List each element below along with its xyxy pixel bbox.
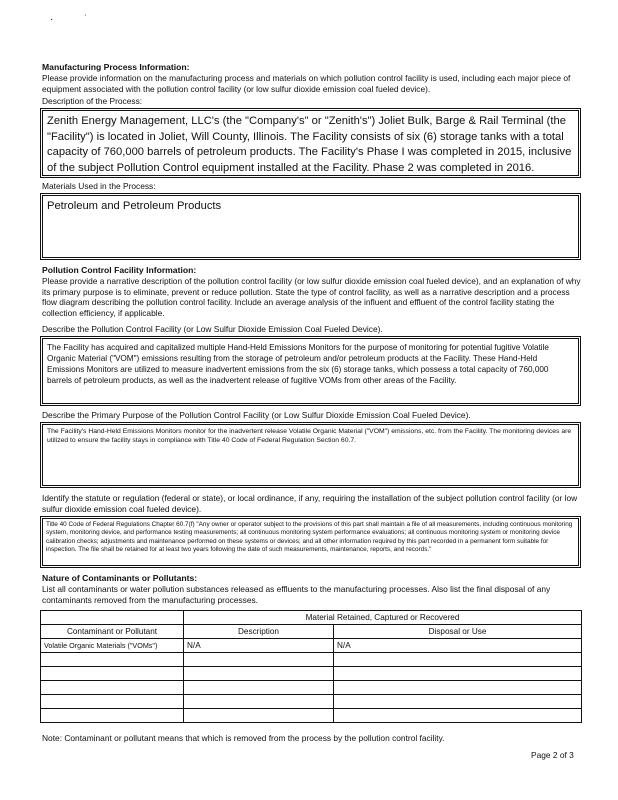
description-column-header: Description [184,625,334,639]
materials-label: Materials Used in the Process: [42,181,156,191]
description-cell[interactable] [184,709,334,723]
description-cell[interactable] [184,653,334,667]
description-cell[interactable]: N/A [184,639,334,653]
process-description-field[interactable]: Zenith Energy Management, LLC's (the "Company's" or "Zenith's") Joliet Bulk, Barge & Rail Terminal (the "Facility") is located in Joliet, Will County, Illinois. The Facility consists of six (6) storage tanks with a total capacity of 760,000 barrels of petroleum products. The Facility's Phase I was completed in 2015, inclusive of the subject Pollution Control equipment installed at the Facility. Phase 2 was completed in 2016. [40,108,581,178]
table-row [41,667,582,681]
disposal-cell[interactable] [334,667,582,681]
primary-purpose-field[interactable]: The Facility's Hand-Held Emissions Monitors monitor for the inadvertent release Volatile Organic Material ("VOM") emissions, etc. from the Facility. The monitoring devices are utilized to ensure the facility stays in compliance with Title 40 Code of Federal Regulation Section 60.7. [40,422,581,488]
contaminant-column-header: Contaminant or Pollutant [41,625,184,639]
manufacturing-heading: Manufacturing Process Information: [42,62,190,72]
describe-facility-field[interactable]: The Facility has acquired and capitalized multiple Hand-Held Emissions Monitors for the purpose of monitoring for potential fugitive Volatile Organic Material ("VOM") emissions resulting from the storage of petroleum and/or petroleum products at the Facility. These Hand-Held Emissions Monitors are utilized to measure inadvertent emissions from the six (6) storage tanks, which possess a total capacity of 760,000 barrels of petroleum products, as well as the inadvertent release of fugitive VOMs from other areas of the Facility. [40,336,581,406]
manufacturing-instructions: Please provide information on the manufacturing process and materials on which pollution control facility is used, including each major piece of equipment associated with the pollution control facility (or low sulfur dioxide emission coal fueled device). [42,73,571,94]
pollution-control-instructions: Please provide a narrative description of the pollution control facility (or low sulfur dioxide emission coal fueled device), and an explanation of why its primary purpose is to eliminate, prevent or reduce pollution. State the type of control facility, as well as a narrative description and a process flow diagram describing the pollution control facility. Include an average analysis of the influent and effluent of the control facility stating the collection efficiency, if applicable. [42,276,581,318]
material-retained-header: Material Retained, Captured or Recovered [184,611,582,625]
disposal-cell[interactable] [334,653,582,667]
contaminant-cell[interactable] [41,709,184,723]
table-row [41,695,582,709]
scan-marks: · ˙ [50,14,102,25]
disposal-column-header: Disposal or Use [334,625,582,639]
process-description-label: Description of the Process: [42,96,143,106]
contaminant-note: Note: Contaminant or pollutant means that which is removed from the process by the pollution control facility. [42,733,445,743]
contaminant-cell[interactable] [41,695,184,709]
disposal-cell[interactable]: N/A [334,639,582,653]
table-row [41,681,582,695]
materials-field[interactable]: Petroleum and Petroleum Products [40,193,581,260]
contaminants-heading: Nature of Contaminants or Pollutants: [42,573,198,583]
description-cell[interactable] [184,667,334,681]
disposal-cell[interactable] [334,709,582,723]
contaminant-cell[interactable] [41,653,184,667]
table-corner-cell [41,611,184,625]
description-cell[interactable] [184,681,334,695]
statute-field[interactable]: Title 40 Code of Federal Regulations Chapter 60.7(f) "Any owner or operator subject to the provisions of this part shall maintain a file of all measurements, including continuous monitoring system, monitoring device, and performance testing measurements; all continuous monitoring system performance evaluations; all continuous monitoring system or monitoring device calibration checks; adjustments and maintenance performed on these systems or devices; and all other information required by this part recorded in a permanent form suitable for inspection. The file shall be retained for at least two years following the date of such measurements, maintenance, reports, and records." [40,516,581,568]
description-cell[interactable] [184,695,334,709]
contaminant-cell[interactable] [41,667,184,681]
statute-label: Identify the statute or regulation (federal or state), or local ordinance, if any, requiring the installation of the subject pollution control facility (or low sulfur dioxide emission coal fueled device). [42,493,578,514]
page-number: Page 2 of 3 [531,750,574,760]
pollution-control-heading: Pollution Control Facility Information: [42,265,197,275]
table-row [41,709,582,723]
contaminant-cell[interactable] [41,681,184,695]
contaminants-table [40,610,582,723]
disposal-cell[interactable] [334,681,582,695]
describe-facility-label: Describe the Pollution Control Facility (or Low Sulfur Dioxide Emission Coal Fueled Device). [42,324,383,334]
table-row [41,639,582,653]
primary-purpose-label: Describe the Primary Purpose of the Pollution Control Facility (or Low Sulfur Dioxide Emission Coal Fueled Device). [42,410,471,420]
contaminants-instructions: List all contaminants or water pollution substances released as effluents to the manufacturing processes. Also list the final disposal of any contaminants removed from the manufacturing processes. [42,584,551,605]
table-row [41,653,582,667]
contaminant-cell[interactable]: Volatile Organic Materials ("VOMs") [41,639,184,653]
disposal-cell[interactable] [334,695,582,709]
